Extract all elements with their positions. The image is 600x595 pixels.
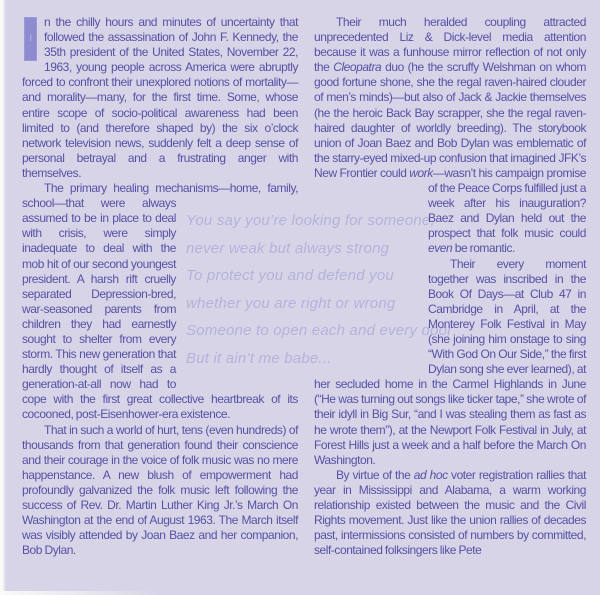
paragraph-text: n the chilly hours and minutes of uncertainty that followed the assassination of John F. Kennedy, the 35th president of the United States, November 22, 1963, young people across America were abruptly forced to confront their unexplored notions of mortality—and morality—many, for the first time. Some, whose entire scope of socio-political awareness had been limited to (and therefore shaped by) the six o’clock network television news, suddenly felt a deep sense of personal betrayal and a frustrating anger with themselves. bbox=[22, 15, 298, 180]
paragraph-text: That in such a world of hurt, tens (even hundreds) of thousands from that generation found their conscience and their courage in the voice of folk music was no mere happenstance. A new blush of empowerment had profoundly galvanized the folk music left following the success of Rev. Dr. Martin Luther King Jr.’s March On Washington at the end of August 1963. The March itself was visibly attended by Joan Baez and her companion, Bob Dylan. bbox=[22, 422, 298, 558]
lyric-line: never weak but always strong bbox=[186, 239, 390, 257]
paragraph-healing-mechanisms bbox=[22, 181, 298, 423]
lyric-line: Someone to open each and every door bbox=[186, 322, 453, 340]
scan-edge-left bbox=[0, 0, 6, 595]
paragraph-civil-rights bbox=[314, 468, 586, 559]
paragraph-folk-music bbox=[22, 423, 298, 559]
drop-cap-I: I bbox=[24, 17, 37, 61]
scan-edge-bottom bbox=[0, 591, 160, 595]
paragraph-text: Corps fulfilled just a week after his inauguration? Baez and Dylan held out the prospect that folk music could even be romantic. bbox=[428, 181, 586, 256]
left-column bbox=[22, 15, 298, 558]
paragraph-text: By virtue of the ad hoc voter registration rallies that year in Mississippi and Alabama, a warm working relationship existed between the music and the Civil Rights movement. Just like the union rallies of decades past, intermissions consisted of numbers by committed, self-contained folksingers like Pete bbox=[314, 467, 587, 558]
paragraph-text: The primary healing mechanisms—home, bbox=[44, 181, 261, 196]
paragraph-intro bbox=[22, 15, 298, 181]
lyric-line: To protect you and defend you bbox=[186, 267, 394, 285]
paragraph-text: Their every moment together was inscribed in the Book Of Days—at Club 47 in Cambridge in April, at the Monterey Folk Festival in May (she joining him onstage to sing “With God On Our Side,” the first Dylan song she ever learned), at her secluded home in the Carmel Highlands in June (“He was turning out songs like ticker tape,” she wrote of their idyll in Big Sur, “and I was stealing them as fast as he wrote them”), at the Newport Folk Festival in July, at Forest Hills just a week and a half before the March On Washington. bbox=[314, 256, 586, 467]
paragraph-text: family, school—that were always assumed to be in place to deal with crisis, were simply inadequate to deal with the mob hit of our second youngest president. A harsh rift cruelly separated Depression-bred, war-seasoned parents from children they had earnestly sought to shelter from every storm. This new generation that hardly thought of itself as a generation-at-all now had to cope with the first great collective heartbreak of its cocooned, post-Eisenhower-era existence. bbox=[22, 181, 298, 422]
paragraph-text: Their much heralded coupling attracted unprecedented Liz & Dick-level media attention because it was a funhouse mirror reflection of not only the Cleopatra duo (he the scruffy Welshman on whom good fortune shone, she the regal raven-haired clouder of men’s minds)—but also of Jack & Jackie themselves (he the heroic Back Bay scrapper, she the regal raven-haired daughter of worldly breeding). The storybook union of Joan Baez and Bob Dylan was emblematic of the starry-eyed mixed-up confusion that imagined JFK’s New Frontier could work—wasn’t his campaign promise of the Peace bbox=[314, 15, 586, 196]
right-column bbox=[314, 15, 586, 558]
lyric-line: You say you’re looking for someone, bbox=[186, 212, 435, 229]
lyric-line: But it ain’t me babe... bbox=[186, 349, 332, 367]
text-wrap-spacer-right bbox=[176, 196, 298, 392]
paragraph-coupling bbox=[314, 15, 586, 257]
lyric-line: whether you are right or wrong bbox=[186, 294, 396, 312]
text-wrap-spacer-left bbox=[314, 181, 428, 377]
